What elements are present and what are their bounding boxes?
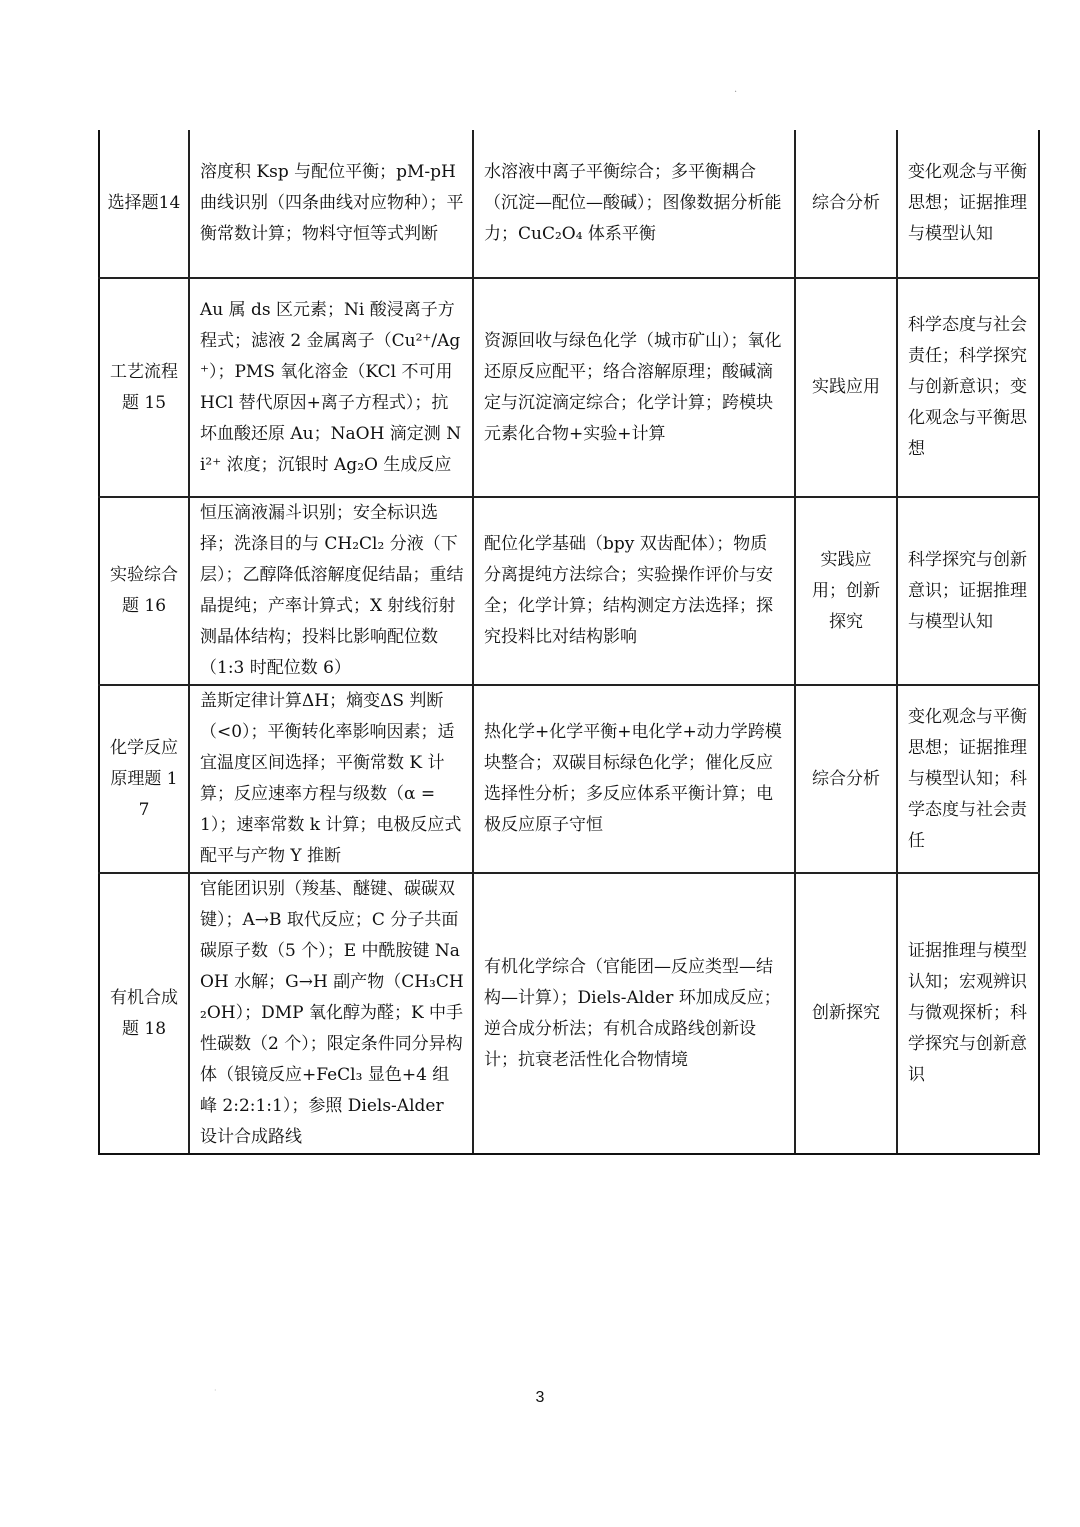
question-label: 工艺流程题 15 [110, 361, 178, 413]
summary-cell [473, 497, 795, 685]
capability-text: 实践应用；创新探究 [812, 549, 880, 632]
capability-cell [795, 685, 897, 873]
table-row-q17 [99, 685, 1039, 873]
details-text: 官能团识别（羧基、醚键、碳碳双键）；A→B 取代反应；C 分子共面碳原子数（5 个）；E 中酰胺键 NaOH 水解；G→H 副产物（CH₃CH₂OH）；DMP 氧化醇为醛；K 中手性碳数（2 个）；限定条件同分异构体（银镜反应+FeCl₃ 显色+4 组峰 2:2:1:1）；参照 Diels-Alder 设计合成路线 [200, 879, 464, 1147]
footer-dot-mark: · [214, 1386, 217, 1395]
question-cell [99, 873, 189, 1154]
summary-text: 有机化学综合（官能团—反应类型—结构—计算）；Diels-Alder 环加成反应；逆合成分析法；有机合成路线创新设计；抗衰老活性化合物情境 [484, 956, 781, 1070]
capability-text: 实践应用 [812, 377, 880, 397]
capability-text: 综合分析 [812, 193, 880, 213]
details-cell [189, 497, 473, 685]
literacy-text: 科学探究与创新意识；证据推理与模型认知 [908, 549, 1027, 632]
summary-cell [473, 873, 795, 1154]
details-text: 溶度积 Ksp 与配位平衡；pM-pH 曲线识别（四条曲线对应物种）；平衡常数计算；物料守恒等式判断 [200, 162, 464, 244]
question-cell [99, 130, 189, 278]
details-text: Au 属 ds 区元素；Ni 酸浸离子方程式；滤液 2 金属离子（Cu²⁺/Ag⁺）；PMS 氧化溶金（KCl 不可用 HCl 替代原因+离子方程式）；抗坏血酸还原 Au；NaOH 滴定测 Ni²⁺ 浓度；沉银时 Ag₂O 生成反应 [200, 299, 462, 475]
details-cell [189, 685, 473, 873]
capability-text: 综合分析 [812, 768, 880, 789]
question-cell [99, 497, 189, 685]
capability-cell [795, 497, 897, 685]
exam-analysis-table [98, 130, 1040, 1155]
page-number: 3 [535, 1389, 545, 1406]
summary-text: 水溶液中离子平衡综合；多平衡耦合（沉淀—配位—酸碱）；图像数据分析能力；CuC₂O₄ 体系平衡 [484, 162, 782, 244]
capability-cell [795, 873, 897, 1154]
question-label: 选择题14 [107, 193, 181, 213]
assessment-table [98, 130, 1038, 1155]
table-row-q15 [99, 278, 1039, 497]
literacy-cell [897, 130, 1039, 278]
table-row-q18 [99, 873, 1039, 1154]
table-row-q14 [99, 130, 1039, 278]
literacy-text: 变化观念与平衡思想；证据推理与模型认知 [908, 162, 1027, 244]
literacy-cell [897, 278, 1039, 497]
details-cell [189, 873, 473, 1154]
summary-text: 热化学+化学平衡+电化学+动力学跨模块整合；双碳目标绿色化学；催化反应选择性分析；多反应体系平衡计算；电极反应原子守恒 [484, 722, 782, 835]
question-cell [99, 685, 189, 873]
literacy-cell [897, 497, 1039, 685]
literacy-text: 变化观念与平衡思想；证据推理与模型认知；科学态度与社会责任 [908, 706, 1027, 851]
capability-text: 创新探究 [812, 1003, 880, 1023]
details-text: 盖斯定律计算ΔH；熵变ΔS 判断（<0）；平衡转化率影响因素；适宜温度区间选择；平衡常数 K 计算；反应速率方程与级数（α =1）；速率常数 k 计算；电极反应式配平与产物 Y 推断 [200, 691, 462, 866]
literacy-text: 科学态度与社会责任；科学探究与创新意识；变化观念与平衡思想 [908, 315, 1027, 459]
details-cell [189, 130, 473, 278]
summary-cell [473, 130, 795, 278]
page-mark: . [734, 84, 738, 95]
question-label: 有机合成题 18 [110, 987, 178, 1039]
literacy-cell [897, 873, 1039, 1154]
question-label: 实验综合题 16 [110, 565, 178, 616]
summary-cell [473, 278, 795, 497]
question-cell [99, 278, 189, 497]
details-text: 恒压滴液漏斗识别；安全标识选择；洗涤目的与 CH₂Cl₂ 分液（下层）；乙醇降低溶解度促结晶；重结晶提纯；产率计算式；X 射线衍射测晶体结构；投料比影响配位数（1:3 时配位数 6） [200, 503, 464, 678]
question-label: 化学反应原理题 17 [110, 737, 178, 820]
capability-cell [795, 130, 897, 278]
summary-cell [473, 685, 795, 873]
summary-text: 配位化学基础（bpy 双齿配体）；物质分离提纯方法综合；实验操作评价与安全；化学计算；结构测定方法选择；探究投料比对结构影响 [484, 534, 773, 647]
summary-text: 资源回收与绿色化学（城市矿山）；氧化还原反应配平；络合溶解原理；酸碱滴定与沉淀滴定综合；化学计算；跨模块元素化合物+实验+计算 [484, 330, 782, 444]
capability-cell [795, 278, 897, 497]
literacy-cell [897, 685, 1039, 873]
details-cell [189, 278, 473, 497]
table-row-q16 [99, 497, 1039, 685]
literacy-text: 证据推理与模型认知；宏观辨识与微观探析；科学探究与创新意识 [908, 941, 1027, 1085]
